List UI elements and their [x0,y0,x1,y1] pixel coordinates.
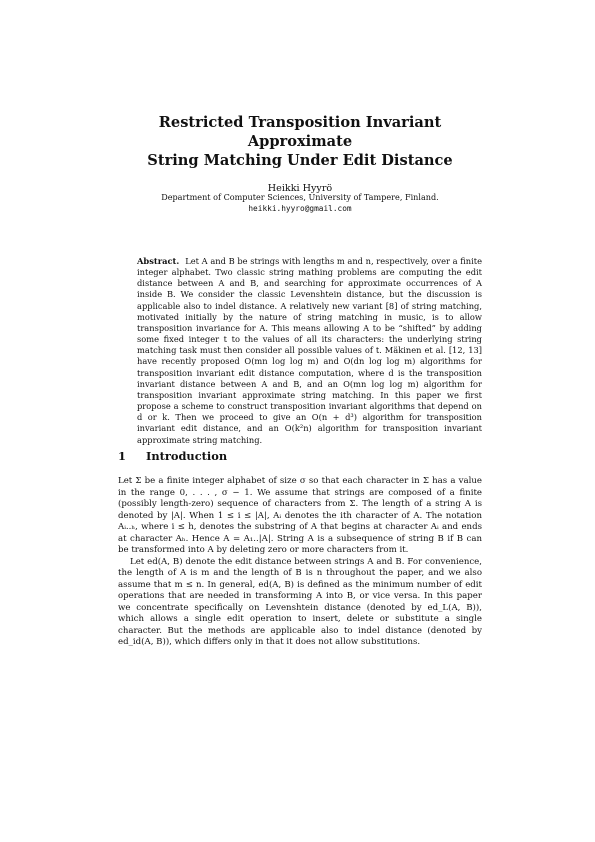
author-email[interactable]: heikki.hyyro@gmail.com [248,204,352,213]
section-body [118,476,482,649]
author-name: Heikki Hyyrö [267,183,333,194]
section-number: 1 [118,449,126,463]
paragraph-2: Let ed(A, B) denote the edit distance between strings A and B. For convenience, the length of A is m and the length of B is n throughout the paper, and we also assume that m ≤ n. In general, ed(A, B) is defined as the minimum number of edit operations that are needed in transforming A into B, or vice versa. In this paper we concentrate specifically on Levenshtein distance (denoted by ed_L(A, B)), which allows a single edit operation to insert, delete or substitute a single character. But the methods are applicable also to indel distance (denoted by ed_id(A, B)), which differs only in that it does not allow substitutions. [118,556,482,647]
section-heading [118,449,227,463]
title-line-2: String Matching Under Edit Distance [147,152,453,169]
affiliation-text: Department of Computer Sciences, University of Tampere, Finland. [161,192,439,202]
paragraph-1: Let Σ be a finite integer alphabet of size σ so that each character in Σ has a value in the range 0, . . . , σ − 1. We assume that strings are composed of a finite (possibly length-zero) sequence of characters from Σ. The length of a string A is denoted by |A|. When 1 ≤ i ≤ |A|, Aᵢ denotes the ith character of A. The notation Aᵢ..ₕ, where i ≤ h, denotes the substring of A that begins at character Aᵢ and ends at character Aₕ. Hence A = A₁..|A|. String A is a subsequence of string B if B can be transformed into A by deleting zero or more characters from it. [118,476,482,555]
affiliation [110,192,490,214]
title-line-1: Restricted Transposition Invariant Approximate [158,114,442,150]
paper-title [120,113,480,170]
abstract [137,256,482,446]
abstract-text: Let A and B be strings with lengths m and n, respectively, over a finite integer alphabet. Two classic string mathing problems are computing the edit distance between A and B, and searching for approximate occurrences of A inside B. We consider the classic Levenshtein distance, but the discussion is applicable also to indel distance. A relatively new variant [8] of string matching, motivated initially by the nature of string matching in music, is to allow transposition invariance for A. This means allowing A to be “shifted” by adding some fixed integer t to the values of all its characters: the underlying string matching task must then consider all possible values of t. Mäkinen et al. [12, 13] have recently proposed O(mn log log m) and O(dn log log m) algorithms for transposition invariant edit distance computation, where d is the transposition invariant distance between A and B, and an O(mn log log m) algorithm for transposition invariant approximate string matching. In this paper we first propose a scheme to construct transposition invariant algorithms that depend on d or k. Then we proceed to give an O(n + d³) algorithm for transposition invariant edit distance, and an O(k²n) algorithm for transposition invariant approximate string matching. [137,256,482,445]
section-title: Introduction [146,449,228,463]
abstract-label: Abstract. [137,256,180,266]
